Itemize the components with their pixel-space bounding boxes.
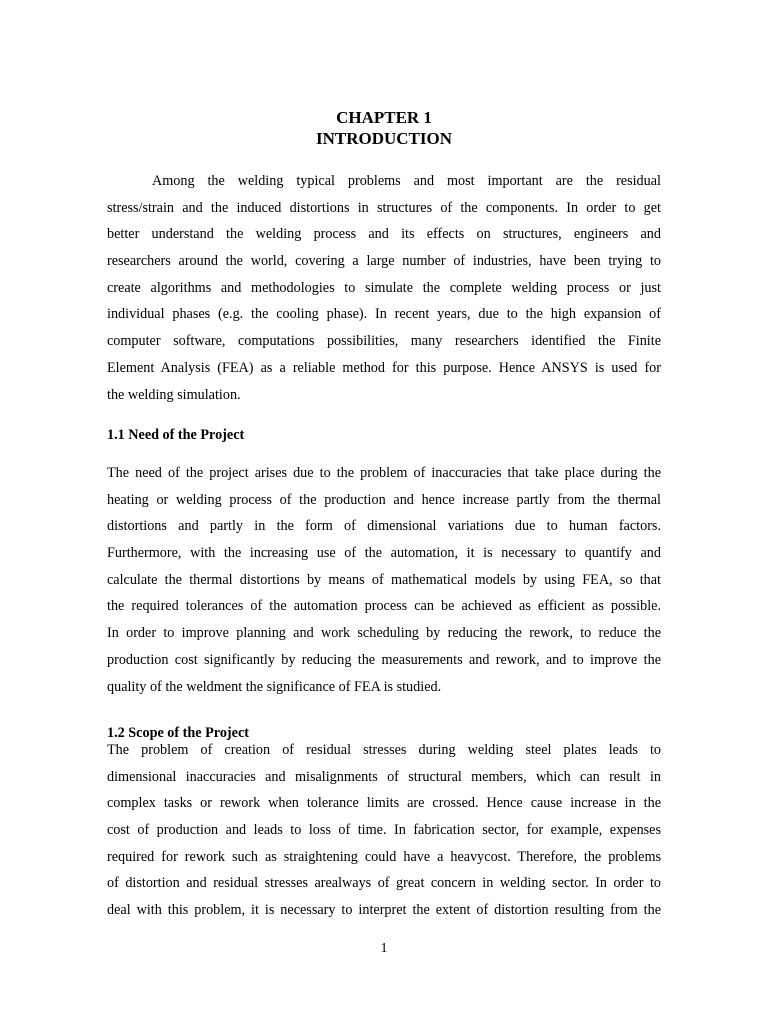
text-line: researchers around the world, covering a large number of industries, have been trying to	[107, 253, 661, 270]
text-line: Among the welding typical problems and most important are the residual	[152, 173, 661, 189]
need-paragraph	[107, 460, 661, 700]
text-line: individual phases (e.g. the cooling phase). In recent years, due to the high expansion of	[107, 306, 661, 323]
text-line: complex tasks or rework when tolerance limits are crossed. Hence cause increase in the	[107, 795, 661, 812]
text-line: create algorithms and methodologies to simulate the complete welding process or just	[107, 279, 661, 296]
text-line: deal with this problem, it is necessary to interpret the extent of distortion resulting from the	[107, 902, 661, 919]
section-heading-need: 1.1 Need of the Project	[107, 427, 245, 443]
chapter-title: INTRODUCTION	[315, 129, 453, 148]
text-line: heating or welding process of the production and hence increase partly from the thermal	[107, 491, 661, 508]
text-line: The problem of creation of residual stresses during welding steel plates leads to	[107, 742, 661, 758]
chapter-header	[0, 107, 768, 149]
text-line: better understand the welding process and its effects on structures, engineers and	[107, 226, 661, 243]
text-line: the welding simulation.	[107, 386, 241, 403]
text-line: dimensional inaccuracies and misalignments of structural members, which can result in	[107, 768, 661, 785]
text-line: stress/strain and the induced distortions in structures of the components. In order to get	[107, 199, 661, 216]
text-line: production cost significantly by reducing the measurements and rework, and to improve the	[107, 651, 661, 668]
intro-paragraph	[107, 168, 661, 408]
text-line: computer software, computations possibilities, many researchers identified the Finite	[107, 333, 661, 350]
text-line: In order to improve planning and work scheduling by reducing the rework, to reduce the	[107, 625, 661, 642]
text-line: calculate the thermal distortions by means of mathematical models by using FEA, so that	[107, 571, 661, 588]
chapter-number: CHAPTER 1	[336, 108, 432, 127]
text-line: required for rework such as straightening could have a heavycost. Therefore, the problems	[107, 848, 661, 865]
text-line: Furthermore, with the increasing use of the automation, it is necessary to quantify and	[107, 545, 661, 562]
text-line: Element Analysis (FEA) as a reliable method for this purpose. Hence ANSYS is used for	[107, 359, 661, 376]
text-line: of distortion and residual stresses arealways of great concern in welding sector. In order to	[107, 875, 661, 892]
page-number: 1	[380, 941, 388, 956]
section-heading-scope: 1.2 Scope of the Project	[107, 725, 249, 741]
text-line: distortions and partly in the form of dimensional variations due to human factors.	[107, 518, 661, 535]
scope-paragraph	[107, 737, 661, 924]
text-line: quality of the weldment the significance of FEA is studied.	[107, 678, 442, 695]
text-line: cost of production and leads to loss of time. In fabrication sector, for example, expenses	[107, 822, 661, 839]
text-line: the required tolerances of the automation process can be achieved as efficient as possible.	[107, 598, 661, 615]
text-line: The need of the project arises due to the problem of inaccuracies that take place during the	[107, 465, 661, 481]
